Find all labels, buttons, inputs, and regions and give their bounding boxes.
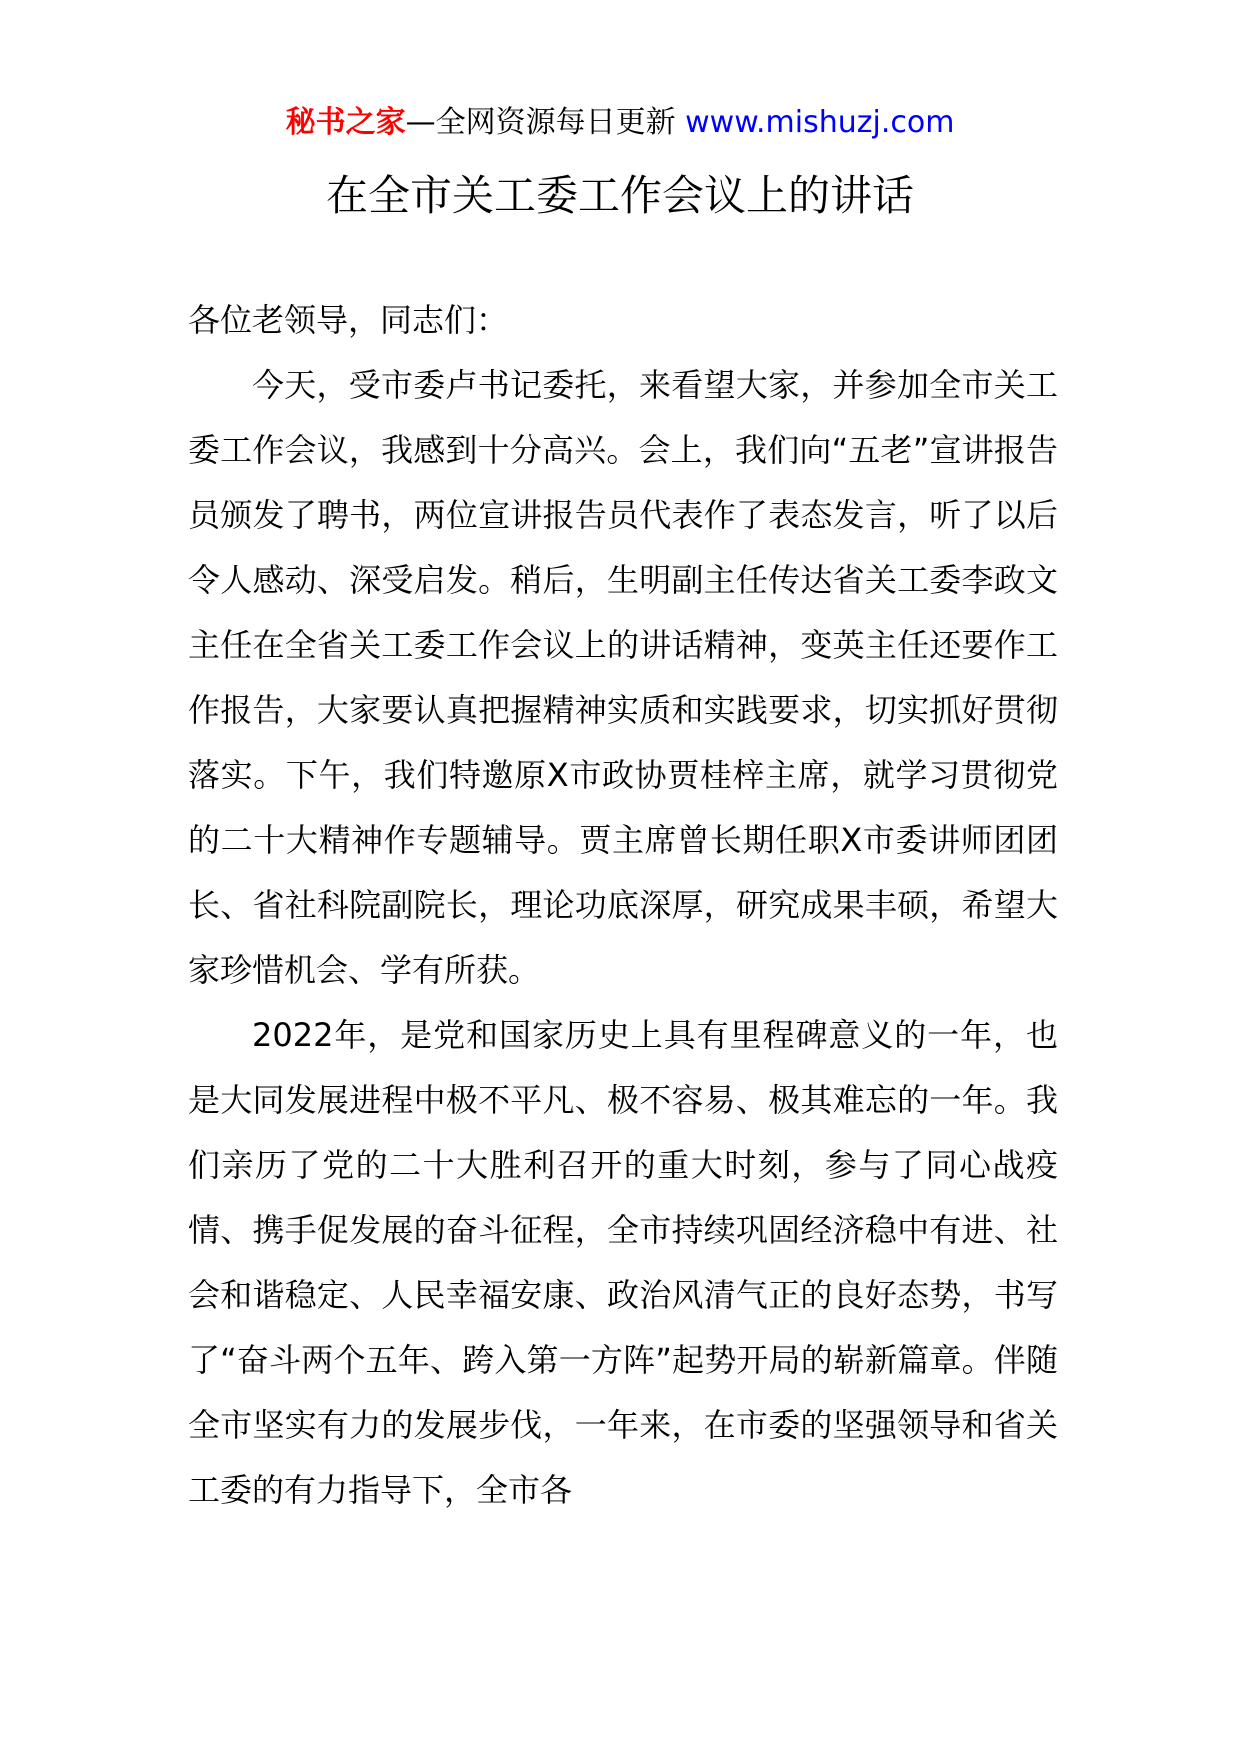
brand-name: 秘书之家 — [285, 105, 406, 140]
site-header — [0, 102, 1240, 144]
document-body — [188, 288, 1058, 1523]
salutation: 各位老领导，同志们： — [188, 301, 509, 339]
paragraph: 2022年，是党和国家历史上具有里程碑意义的一年，也是大同发展进程中极不平凡、极不容易、极其难忘的一年。我们亲历了党的二十大胜利召开的重大时刻，参与了同心战疫情、携手促发展的奋斗征程，全市持续巩固经济稳中有进、社会和谐稳定、人民幸福安康、政治风清气正的良好态势，书写了“奋斗两个五年、跨入第一方阵”起势开局的崭新篇章。伴随全市坚实有力的发展步伐，一年来，在市委的坚强领导和省关工委的有力指导下，全市各 — [188, 1016, 1058, 1509]
document-title: 在全市关工委工作会议上的讲话 — [325, 171, 914, 220]
paragraph: 今天，受市委卢书记委托，来看望大家，并参加全市关工委工作会议，我感到十分高兴。会上，我们向“五老”宣讲报告员颁发了聘书，两位宣讲报告员代表作了表态发言，听了以后令人感动、深受启发。稍后，生明副主任传达省关工委李政文主任在全省关工委工作会议上的讲话精神，变英主任还要作工作报告，大家要认真把握精神实质和实践要求，切实抓好贯彻落实。下午，我们特邀原X市政协贾桂梓主席，就学习贯彻党的二十大精神作专题辅导。贾主席曾长期任职X市委讲师团团长、省社科院副院长，理论功底深厚，研究成果丰硕，希望大家珍惜机会、学有所获。 — [188, 366, 1058, 989]
site-url-link[interactable]: www.mishuzj.com — [685, 105, 955, 140]
header-tagline: —全网资源每日更新 — [405, 105, 676, 140]
